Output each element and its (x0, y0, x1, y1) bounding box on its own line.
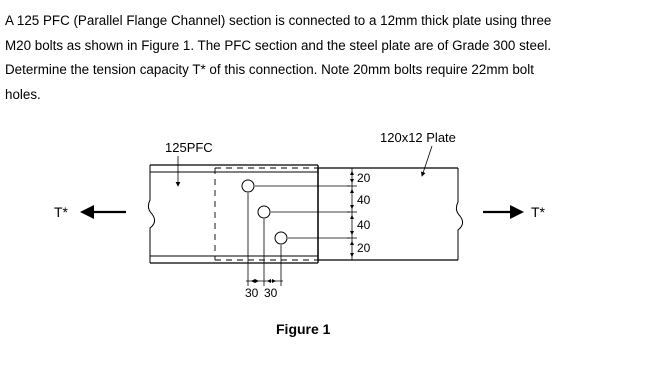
horizontal-dimension-chain (246, 279, 283, 283)
figure-caption: Figure 1 (276, 321, 331, 337)
break-line-right (456, 168, 462, 260)
bolt-3 (275, 232, 287, 244)
leader-plate (422, 146, 432, 176)
problem-line-4: holes. (5, 86, 41, 102)
dim-40-upper: 40 (357, 193, 371, 207)
problem-line-1: A 125 PFC (Parallel Flange Channel) section is connected to a 12mm thick plate using three (5, 13, 552, 28)
bolt-2 (258, 206, 270, 218)
force-arrow-left (80, 205, 126, 219)
label-125pfc: 125PFC (165, 140, 213, 155)
dim-20-bottom: 20 (357, 241, 371, 255)
dim-20-top: 20 (357, 171, 371, 185)
problem-line-3: Determine the tension capacity T* of this connection. Note 20mm bolts require 22mm bolt (5, 62, 534, 77)
dim-30-left: 30 (245, 286, 259, 300)
dim-30-right: 30 (264, 286, 278, 300)
problem-line-2: M20 bolts as shown in Figure 1. The PFC section and the steel plate are of Grade 300 steel. (5, 37, 552, 53)
force-label-left: T* (54, 204, 68, 220)
vertical-dimension-chain (347, 168, 357, 260)
bolt-1 (242, 180, 254, 192)
force-arrow-right (483, 205, 524, 219)
break-line-left (148, 165, 154, 263)
label-plate: 120x12 Plate (380, 130, 456, 145)
steel-plate (318, 168, 458, 260)
force-label-right: T* (531, 204, 545, 220)
dim-40-lower: 40 (357, 218, 371, 232)
pfc-channel (150, 165, 318, 263)
